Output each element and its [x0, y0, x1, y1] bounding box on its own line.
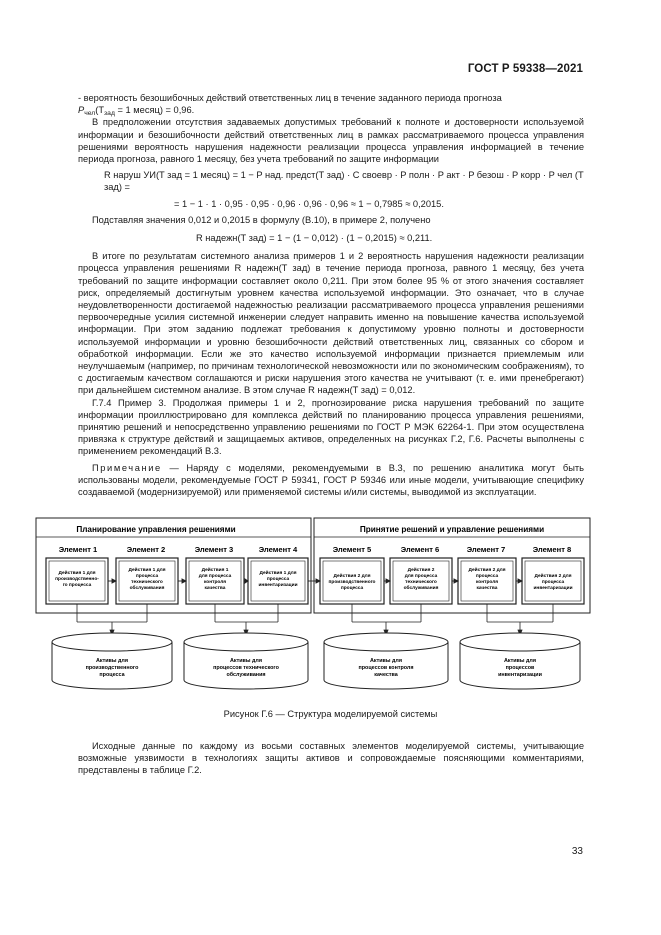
- standard-header: ГОСТ Р 59338—2021: [467, 63, 583, 75]
- element-8-label: Элемент 8: [532, 545, 572, 554]
- paragraph-assumption: В предположении отсутствия задаваемых допустимых требований к полноте и достоверности используемой информации и безошибочности действий ответственных лиц в рамках рассматриваемого процесса управления решениями вероятность нарушения надежности реализации процесса управления информацией в течение периода прогноза, равного 1 месяцу, без учета требований по защите информации: [78, 117, 584, 165]
- action-4: Действия 1 для процесса инвентаризации: [258, 571, 298, 588]
- asset-4: Активы для процессов инвентаризации: [498, 658, 542, 678]
- asset-3: Активы для процессов контроля качества: [358, 658, 414, 678]
- action-2: Действия 1 для процесса технического обслуживания: [128, 568, 166, 591]
- action-3: Действия 1 для процесса контроля качества: [198, 568, 232, 591]
- element-1-label: Элемент 1: [58, 545, 98, 554]
- body-text-top: [78, 92, 584, 498]
- note-text: — Наряду с моделями, рекомендуемыми в В.3, по решению аналитика могут быть использованы модели, рекомендуемые ГОСТ Р 59341, ГОСТ Р 59346 или иные модели, учитывающие специфику создаваемой (модернизируемой) или применяемой системы и/или системы, выводимой из эксплуатации.: [78, 462, 584, 498]
- element-2-label: Элемент 2: [126, 545, 166, 554]
- body-text-bottom: [78, 740, 584, 777]
- system-structure-diagram: [34, 516, 594, 691]
- formula-1: R нaруш УИ(T зад = 1 месяц) = 1 − P над. предст(T зад) · C своевр · P полн · P акт · P безош · P корр · P чел (T зад) =: [104, 170, 584, 193]
- note: [78, 462, 584, 499]
- figure-caption: Рисунок Г.6 — Структура моделируемой системы: [223, 709, 438, 719]
- paragraph-substitution: Подставляя значения 0,012 и 0,2015 в формулу (В.10), в примере 2, получено: [92, 214, 431, 225]
- formula-2: R надежн(T зад) = 1 − (1 − 0,012) · (1 − 0,2015) ≈ 0,211.: [196, 233, 433, 244]
- paragraph-conclusion: В итоге по результатам системного анализа примеров 1 и 2 вероятность нарушения надежности реализации процесса управления решениями R надежн(T зад) в течение периода прогноза, равного 1 месяцу, без учета требований по защите информации составляет около 0,211. При этом более 95 % от этого значения составляет риск, определяемый достигнутым уровнем качества используемой информации. Это означает, что в случае неудовлетворенности достигаемой надежностью реализации рассматриваемого процесса управления решениями первоочередные усилия системной инженерии следует направить именно на повышение качества используемой информации. При этом заданию подлежат требования к допустимому уровню полноты и достоверности используемой информации и уровню безошибочности действий ответственных лиц, связанных со сбором и обработкой информации. Если же это качество используемой информации признается приемлемым или неулучшаемым (например, по причинам технологической невозможности или по экономическим соображениям), то с достигаемым качеством соглашаются и риски нарушения этого качества не учитывают (т. е. ими пренебрегают) при дальнейшем системном анализе. В этом случае R надежн(T зад) = 0,012.: [78, 251, 584, 396]
- page-number: 33: [571, 846, 583, 857]
- action-5: Действия 2 для производственного процесса: [328, 574, 376, 591]
- asset-1: Активы для производственного процесса: [85, 658, 139, 678]
- element-5-label: Элемент 5: [332, 545, 372, 554]
- diagram-svg: [34, 516, 594, 691]
- element-3-label: Элемент 3: [194, 545, 234, 554]
- paragraph-probability-item: - вероятность безошибочных действий ответственных лиц в течение заданного периода прогноза: [78, 93, 502, 103]
- note-label: Примечание: [92, 462, 162, 473]
- element-7-label: Элемент 7: [466, 545, 506, 554]
- element-6-label: Элемент 6: [400, 545, 440, 554]
- action-8: Действия 2 для процесса инвентаризации: [533, 574, 573, 591]
- formula-1-continued: = 1 − 1 · 1 · 0,95 · 0,95 · 0,96 · 0,96 · 0,96 ≈ 1 − 0,7985 ≈ 0,2015.: [174, 198, 444, 209]
- paragraph-probability-value: $P_{чел}(T_{зад} = 1$ месяц) = 0,96.: [78, 105, 195, 118]
- group-right-title: Принятие решений и управление решениями: [359, 525, 545, 534]
- group-left-title: Планирование управления решениями: [76, 525, 236, 534]
- action-7: Действия 2 для процесса контроля качества: [468, 568, 506, 591]
- paragraph-source-data: Исходные данные по каждому из восьми составных элементов моделируемой системы, учитывающие возможные уязвимости в технологиях защиты активов и сопровождаемые поясняющими комментариями, представлены в таблице Г.2.: [78, 741, 584, 776]
- element-4-label: Элемент 4: [258, 545, 298, 554]
- action-1: Действия 1 для производственно-го процесса: [55, 571, 99, 588]
- paragraph-example-3: Г.7.4 Пример 3. Продолжая примеры 1 и 2, прогнозирование риска нарушения требований по защите информации проиллюстрировано для комплекса действий по планированию процесса управления решениями, принятию решений и непосредственно управлению решениями по ГОСТ Р МЭК 62264-1. При этом осуществлена привязка к структуре действий и защищаемых активов, определенных на рисунках Г.2, Г.6. Расчеты выполнены с применением рекомендаций В.3.: [78, 397, 584, 457]
- asset-2: Активы для процессов технического обслуживания: [213, 658, 279, 678]
- action-6: Действия 2 для процесса технического обслуживания: [403, 568, 439, 591]
